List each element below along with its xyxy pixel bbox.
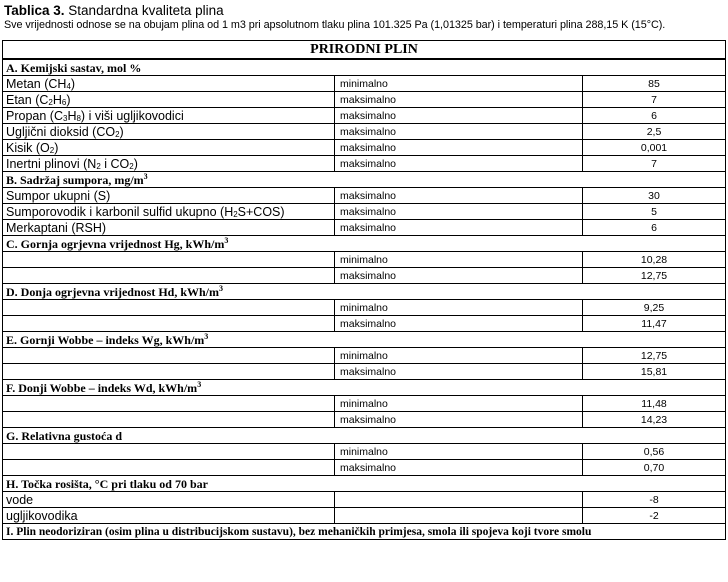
parameter-label: Merkaptani (RSH) — [3, 220, 335, 236]
limit-value: 9,25 — [583, 300, 726, 316]
section-heading: D. Donja ogrjevna vrijednost Hd, kWh/$m^3$ — [3, 284, 726, 300]
table-row — [3, 252, 726, 268]
parameter-label: Inertni plinovi ($N_2$ i $CO_2$) — [3, 156, 335, 172]
section-heading: B. Sadržaj sumpora, $mg/m^3$ — [3, 172, 726, 188]
limit-value: 11,47 — [583, 316, 726, 332]
parameter-label: Sumporovodik i karbonil sulfid ukupno $(H_2S+COS)$ — [3, 204, 335, 220]
table-row — [3, 412, 726, 428]
limit-type: maksimalno — [335, 108, 583, 124]
limit-type: maksimalno — [335, 460, 583, 476]
limit-type: maksimalno — [335, 364, 583, 380]
limit-value: 6 — [583, 220, 726, 236]
limit-type — [335, 492, 583, 508]
section-heading: F. Donji Wobbe – indeks Wd, kWh/$m^3$ — [3, 380, 726, 396]
table-row — [3, 92, 726, 108]
footer-row — [3, 524, 726, 540]
limit-value: 11,48 — [583, 396, 726, 412]
limit-type: minimalno — [335, 444, 583, 460]
parameter-label — [3, 348, 335, 364]
parameter-label: Sumpor ukupni (S) — [3, 188, 335, 204]
limit-type: maksimalno — [335, 124, 583, 140]
limit-value: 85 — [583, 76, 726, 92]
table-row — [3, 124, 726, 140]
limit-value: 7 — [583, 156, 726, 172]
limit-type: minimalno — [335, 252, 583, 268]
table-title-row — [3, 41, 726, 60]
section-heading-row — [3, 332, 726, 348]
parameter-label — [3, 300, 335, 316]
limit-value: 5 — [583, 204, 726, 220]
section-heading-row — [3, 476, 726, 492]
limit-value: 15,81 — [583, 364, 726, 380]
caption-label: Tablica 3. — [4, 3, 65, 18]
parameter-label: Etan $(C_2H_6)$ — [3, 92, 335, 108]
limit-value: 12,75 — [583, 268, 726, 284]
section-heading: C. Gornja ogrjevna vrijednost Hg, kWh/$m^3$ — [3, 236, 726, 252]
section-heading: H. Točka rosišta, °C pri tlaku od 70 bar — [3, 476, 726, 492]
table-body — [3, 41, 726, 540]
section-heading-row — [3, 172, 726, 188]
table-row — [3, 204, 726, 220]
limit-value: 6 — [583, 108, 726, 124]
parameter-label: ugljikovodika — [3, 508, 335, 524]
parameter-label — [3, 316, 335, 332]
section-heading: G. Relativna gustoća d — [3, 428, 726, 444]
table-row — [3, 140, 726, 156]
limit-type: maksimalno — [335, 92, 583, 108]
section-heading: E. Gornji Wobbe – indeks Wg, kWh/$m^3$ — [3, 332, 726, 348]
limit-type: minimalno — [335, 348, 583, 364]
table-row — [3, 220, 726, 236]
limit-type: minimalno — [335, 76, 583, 92]
parameter-label: Kisik $(O_2)$ — [3, 140, 335, 156]
limit-type: maksimalno — [335, 220, 583, 236]
table-row — [3, 76, 726, 92]
limit-type: maksimalno — [335, 140, 583, 156]
parameter-label: Metan $(CH_4)$ — [3, 76, 335, 92]
limit-type: maksimalno — [335, 268, 583, 284]
table-row — [3, 396, 726, 412]
section-heading: A. Kemijski sastav, mol % — [3, 59, 726, 76]
table-row — [3, 268, 726, 284]
table-row — [3, 108, 726, 124]
table-row — [3, 444, 726, 460]
section-heading-row — [3, 236, 726, 252]
caption-subtitle: Sve vrijednosti odnose se na obujam plina od 1 m3 pri apsolutnom tlaku plina 101.325 Pa (1,01325 bar) i temperaturi plina 288,15 K (15°C). — [4, 19, 666, 31]
table-row — [3, 188, 726, 204]
table-row — [3, 508, 726, 524]
parameter-label — [3, 396, 335, 412]
table-row — [3, 300, 726, 316]
limit-type: maksimalno — [335, 316, 583, 332]
limit-type: minimalno — [335, 300, 583, 316]
footer-note: I. Plin neodoriziran (osim plina u distribucijskom sustavu), bez mehaničkih primjesa, smola ili spojeva koji tvore smolu — [3, 524, 726, 540]
table-caption — [4, 2, 726, 32]
limit-value: 0,56 — [583, 444, 726, 460]
section-heading-row — [3, 428, 726, 444]
caption-title — [4, 2, 726, 19]
limit-value: 30 — [583, 188, 726, 204]
table-row — [3, 316, 726, 332]
limit-type: minimalno — [335, 396, 583, 412]
limit-value: 0,70 — [583, 460, 726, 476]
table-row — [3, 364, 726, 380]
section-heading-row — [3, 284, 726, 300]
table-title: PRIRODNI PLIN — [3, 41, 726, 60]
caption-title-text: Standardna kvaliteta plina — [68, 3, 224, 18]
parameter-label: Ugljični dioksid $(CO_2)$ — [3, 124, 335, 140]
gas-quality-table — [2, 40, 726, 540]
parameter-label — [3, 364, 335, 380]
parameter-label — [3, 444, 335, 460]
table-row — [3, 348, 726, 364]
parameter-label: vode — [3, 492, 335, 508]
parameter-label: Propan $(C_3H_8)$ i viši ugljikovodici — [3, 108, 335, 124]
limit-type: maksimalno — [335, 204, 583, 220]
parameter-label — [3, 460, 335, 476]
table-row — [3, 492, 726, 508]
limit-value: 7 — [583, 92, 726, 108]
limit-type: maksimalno — [335, 188, 583, 204]
limit-type: maksimalno — [335, 412, 583, 428]
limit-value: 14,23 — [583, 412, 726, 428]
limit-type — [335, 508, 583, 524]
limit-value: -2 — [583, 508, 726, 524]
limit-value: 10,28 — [583, 252, 726, 268]
parameter-label — [3, 252, 335, 268]
limit-value: 2,5 — [583, 124, 726, 140]
limit-value: 12,75 — [583, 348, 726, 364]
table-row — [3, 460, 726, 476]
table-row — [3, 156, 726, 172]
limit-type: maksimalno — [335, 156, 583, 172]
limit-value: -8 — [583, 492, 726, 508]
limit-value: 0,001 — [583, 140, 726, 156]
parameter-label — [3, 268, 335, 284]
section-heading-row — [3, 380, 726, 396]
section-heading-row — [3, 59, 726, 76]
parameter-label — [3, 412, 335, 428]
